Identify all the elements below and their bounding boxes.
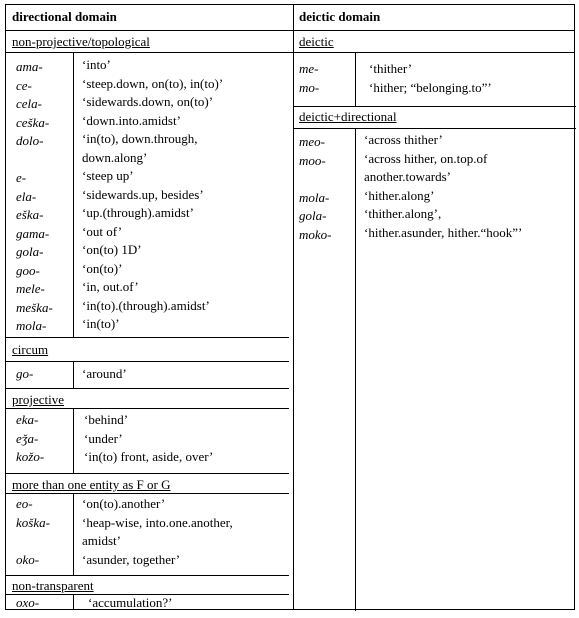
- forms-deictic-directional: [299, 133, 332, 244]
- form: meška-: [16, 299, 53, 315]
- gloss: ‘hither.along’: [364, 187, 435, 203]
- section-title-nontransparent: non-transparent: [12, 578, 94, 593]
- form: mola-: [16, 318, 47, 333]
- form: dolo-: [16, 133, 44, 148]
- gloss: ‘down.into.amidst’: [82, 112, 181, 128]
- gloss: ‘across thither’: [364, 132, 443, 147]
- section-title-deictic-directional: deictic+directional: [299, 109, 397, 124]
- cell-divider: [73, 493, 74, 575]
- gloss: ‘accumulation?’: [88, 595, 173, 610]
- gloss: ‘steep.down, on(to), in(to)’: [82, 75, 224, 91]
- header-deictic-domain: deictic domain: [299, 9, 381, 24]
- column-divider: [293, 5, 294, 609]
- section-title-nonprojective: non-projective/topological: [12, 34, 150, 49]
- gloss: down.along’: [82, 149, 148, 165]
- gloss: ‘steep up’: [82, 168, 134, 183]
- gloss: ‘hither.asunder, hither.“hook”’: [364, 224, 523, 240]
- gloss: ‘into’: [82, 57, 111, 72]
- form: go-: [16, 366, 34, 381]
- row-rule: [6, 408, 289, 409]
- cell-divider: [73, 52, 74, 337]
- gloss: another.towards’: [364, 169, 452, 184]
- form: cela-: [16, 96, 42, 111]
- row-rule: [6, 473, 289, 474]
- form: eo-: [16, 496, 33, 511]
- form: eška-: [16, 207, 44, 222]
- gloss: ‘in(to) front, aside, over’: [84, 449, 214, 464]
- form: me-: [299, 61, 319, 76]
- row-rule: [6, 575, 289, 576]
- cell-divider: [73, 361, 74, 388]
- gloss: ‘sidewards.up, besides’: [82, 186, 204, 202]
- form: eka-: [16, 412, 39, 427]
- gloss: ‘sidewards.down, on(to)’: [82, 94, 214, 109]
- gloss: ‘on(to) 1D’: [82, 242, 142, 257]
- form: [16, 532, 50, 551]
- forms-circum: [16, 365, 33, 384]
- gloss: ‘thither’: [369, 61, 413, 76]
- glosses-multi-entity: [82, 495, 233, 569]
- gloss: ‘asunder, together’: [82, 551, 181, 567]
- row-rule: [6, 388, 289, 389]
- glosses-deictic: [369, 60, 492, 97]
- gloss: amidst’: [82, 533, 121, 548]
- section-title-multi-entity: more than one entity as F or G: [12, 477, 171, 492]
- gloss: ‘up.(through).amidst’: [82, 205, 194, 220]
- gloss: ‘in(to), down.through,: [82, 131, 198, 146]
- gloss: ‘on(to).another’: [82, 496, 166, 511]
- form: [299, 170, 332, 189]
- form: mola-: [299, 189, 330, 205]
- cell-divider: [355, 128, 356, 611]
- form: ela-: [16, 188, 37, 204]
- glosses-nonprojective: [82, 56, 223, 334]
- form: mo-: [299, 79, 320, 95]
- row-rule: [6, 361, 289, 362]
- form: e-: [16, 170, 27, 185]
- forms-multi-entity: [16, 495, 50, 569]
- cell-divider: [355, 52, 356, 106]
- glosses-projective: [84, 411, 213, 467]
- form: oxo-: [16, 595, 40, 610]
- gloss: ‘heap-wise, into.one.another,: [82, 514, 233, 530]
- forms-projective: [16, 411, 44, 467]
- form: ama-: [16, 59, 43, 74]
- cell-divider: [73, 408, 74, 473]
- form: koška-: [16, 514, 50, 530]
- header-rule: [6, 30, 574, 31]
- gloss: ‘behind’: [84, 412, 129, 427]
- gloss: ‘thither.along’,: [364, 206, 442, 221]
- form: ce-: [16, 77, 32, 93]
- form: [16, 151, 53, 170]
- forms-nonprojective: [16, 58, 53, 336]
- form: gola-: [299, 208, 327, 223]
- gloss: ‘around’: [82, 366, 127, 381]
- gloss: ‘across hither, on.top.of: [364, 150, 488, 166]
- gloss: ‘under’: [84, 430, 123, 446]
- gloss: ‘in, out.of’: [82, 279, 139, 294]
- row-rule: [293, 128, 576, 129]
- form: eǯa-: [16, 430, 39, 446]
- form: oko-: [16, 551, 40, 567]
- form: gama-: [16, 225, 50, 241]
- row-rule: [6, 52, 574, 53]
- row-rule: [293, 106, 576, 107]
- glosses-nontransparent: [88, 594, 172, 613]
- cell-divider: [73, 594, 74, 610]
- forms-nontransparent: [16, 594, 39, 613]
- header-directional-domain: directional domain: [12, 9, 117, 24]
- form: meo-: [299, 134, 325, 149]
- morpheme-table: [5, 4, 575, 610]
- section-title-circum: circum: [12, 342, 49, 357]
- gloss: ‘in(to).(through).amidst’: [82, 297, 210, 313]
- glosses-circum: [82, 365, 127, 384]
- form: kožo-: [16, 449, 45, 464]
- glosses-deictic-directional: [364, 131, 522, 242]
- form: gola-: [16, 244, 44, 259]
- form: ceška-: [16, 114, 50, 130]
- gloss: ‘out of’: [82, 223, 123, 239]
- gloss: ‘in(to)’: [82, 316, 120, 331]
- forms-deictic: [299, 60, 319, 97]
- row-rule: [6, 337, 289, 338]
- row-rule: [6, 493, 289, 494]
- form: mele-: [16, 281, 45, 296]
- form: goo-: [16, 262, 40, 278]
- gloss: ‘hither; “belonging.to”’: [369, 79, 492, 95]
- section-title-projective: projective: [12, 392, 64, 407]
- form: moko-: [299, 226, 332, 242]
- gloss: ‘on(to)’: [82, 260, 123, 276]
- section-title-deictic: deictic: [299, 34, 334, 49]
- form: moo-: [299, 152, 326, 168]
